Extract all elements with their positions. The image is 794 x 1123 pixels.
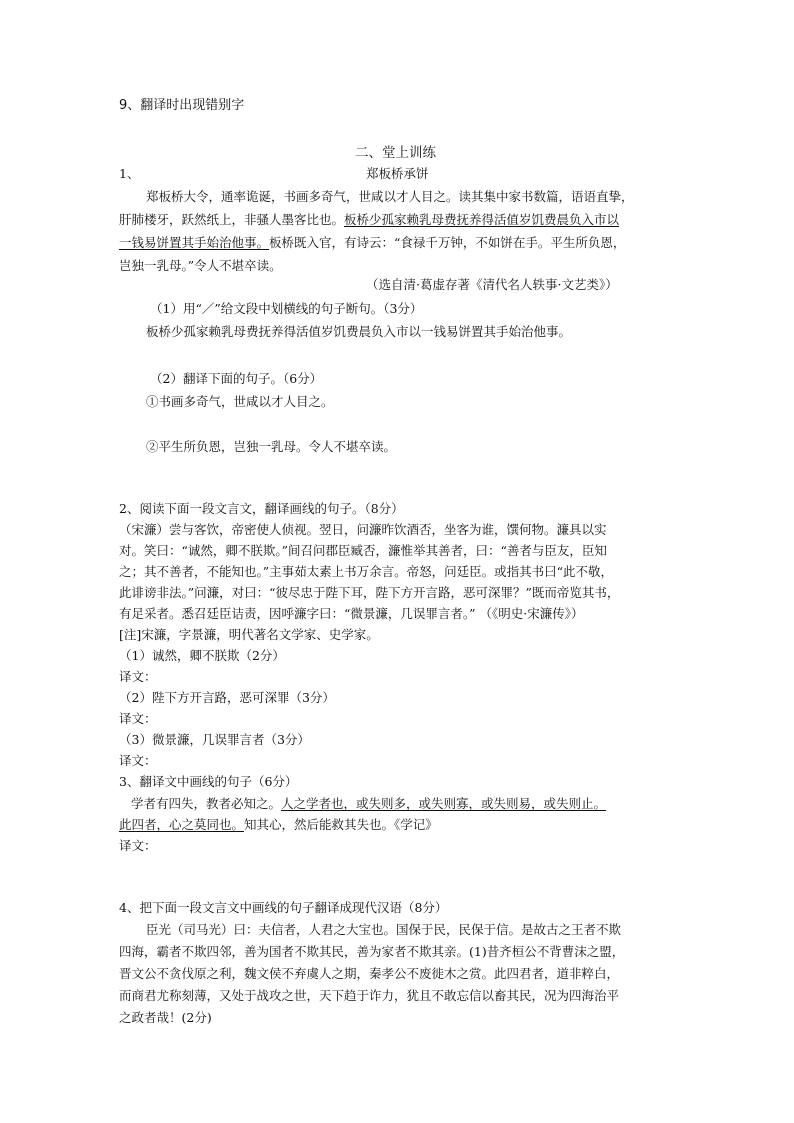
- q1-sentence-a: ①书画多奇气，世咸以才人目之。: [146, 394, 334, 409]
- q2-note: [注]宋濂，字景濂，明代著名文学家、史学家。: [119, 627, 379, 642]
- q2-passage-line: （宋濂）尝与客饮，帝密使人侦视。翌日，问濂昨饮酒否，坐客为谁，馔何物。濂具以实: [119, 522, 607, 537]
- q2-subquestion-2: （2）陛下方开言路，恶可深罪（3分）: [119, 690, 335, 705]
- q4-heading: 4、把下面一段文言文中画线的句子翻译成现代汉语（8分）: [119, 900, 448, 915]
- q2-passage-line: 有足采者。悉召廷臣诘责，因呼濂字曰：“微景濂，几误罪言者。” （《明史·宋濂传》）: [119, 606, 584, 621]
- q3-passage-text: 学者有四失，教者必知之。: [131, 796, 282, 811]
- q2-passage-line: 之；其不善者，不能知也。”主事茹太素上书万余言。帝怒，问廷臣。或指其书曰“此不敬，: [119, 564, 614, 579]
- q1-source: （选自清·葛虚存著《清代名人轶事·文艺类》）: [366, 277, 618, 292]
- q4-passage-line: 晋文公不贪伐原之利，魏文侯不弃虞人之期，秦孝公不废徙木之赏。此四君者，道非粹白，: [119, 966, 620, 981]
- q4-passage-line: 之政者哉！(2分): [119, 1010, 212, 1025]
- q1-subquestion-2: （2）翻译下面的句子。（6分）: [150, 371, 323, 386]
- q3-underlined-sentence: 人之学者也，或失则多，或失则寡，或失则易，或失则止。: [281, 796, 607, 811]
- q1-passage-text: 肝肺楼牙，跃然纸上，非骚人墨客比也。: [119, 212, 345, 227]
- q1-passage-title: 郑板桥承饼: [366, 166, 429, 181]
- q1-subquestion-1: （1）用“／”给文段中划横线的句子断句。（3分）: [150, 301, 423, 316]
- q2-heading: 2、阅读下面一段文言文，翻译画线的句子。（8分）: [119, 501, 404, 516]
- q1-underlined-sentence: 板桥少孤家赖乳母费抚养得活值岁饥费晨负入市以: [344, 212, 620, 227]
- q1-number: 1、: [119, 166, 140, 181]
- q1-passage-line: 岂独一乳母。”令人不堪卒读。: [119, 258, 282, 273]
- q1-passage-line: 郑板桥大令，通率诡诞，书画多奇气，世咸以才人目之。读其集中家书数篇，语语直挚，: [146, 189, 634, 204]
- q4-passage-line: 臣光（司马光）曰：夫信者，人君之大宝也。国保于民，民保于信。是故古之王者不欺: [146, 922, 622, 937]
- q3-underlined-sentence: 此四者，心之莫同也。: [119, 817, 245, 832]
- q1-passage-line: [119, 234, 625, 252]
- q4-passage-line: 而商君尤称刻薄，又处于战攻之世，天下趋于诈力，犹且不敢忘信以畜其民，况为四海治平: [119, 988, 620, 1003]
- q2-passage-line: 对。笑曰：“诚然，卿不朕欺。”间召问郡臣臧否，濂惟举其善者，曰：“善者与臣友，臣知: [119, 543, 607, 558]
- section-title: 二、堂上训练: [355, 145, 436, 161]
- q2-passage-line: 此诽谤非法。”问濂，对曰：“彼尽忠于陛下耳，陛下方开言路，恶可深罪？”既而帝览其书，: [119, 585, 620, 600]
- q1-passage-line: [119, 211, 619, 229]
- q2-translation-label: 译文：: [119, 669, 157, 684]
- q4-passage-line: 四海，霸者不欺四邻，善为国者不欺其民，善为家者不欺其亲。(1)昔齐桓公不背曹沫之盟，: [119, 944, 625, 959]
- q2-subquestion-1: （1）诚然，卿不朕欺（2分）: [119, 648, 285, 663]
- q2-translation-label: 译文：: [119, 753, 157, 768]
- item-9-heading: 9、翻译时出现错别字: [119, 98, 245, 113]
- q3-passage-line: [131, 795, 606, 813]
- q2-subquestion-3: （3）微景濂，几误罪言者（3分）: [119, 732, 310, 747]
- q1-passage-text: 板桥既入官，有诗云：“食禄千万钟，不如饼在手。平生所负恩，: [269, 235, 626, 250]
- q1-sentence-b: ②平生所负恩，岂独一乳母。令人不堪卒读。: [146, 439, 397, 454]
- q1-underlined-sentence: 一钱易饼置其手始治他事。: [119, 235, 270, 250]
- q3-passage-line: [119, 816, 438, 834]
- q2-translation-label: 译文：: [119, 711, 157, 726]
- q3-translation-label: 译文：: [119, 838, 157, 853]
- q3-passage-text: 知其心，然后能救其失也。《学记》: [244, 817, 438, 832]
- q3-heading: 3、翻译文中画线的句子（6分）: [119, 774, 298, 789]
- q1-subquestion-1-text: 板桥少孤家赖乳母费抚养得活值岁饥费晨负入市以一钱易饼置其手始治他事。: [146, 324, 572, 339]
